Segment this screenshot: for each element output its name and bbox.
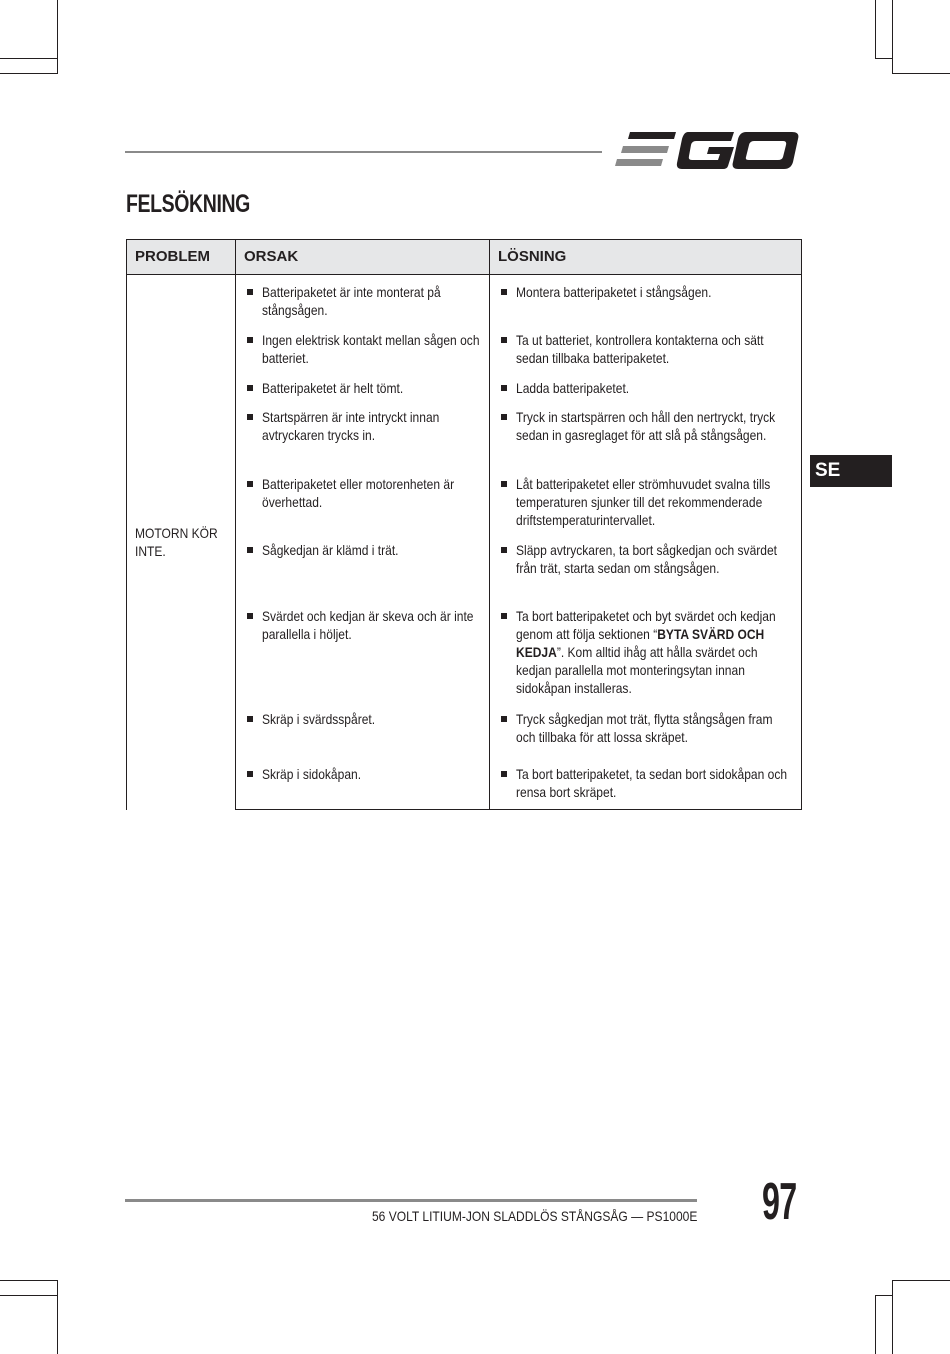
cause-cell (236, 331, 490, 379)
list-item (244, 283, 481, 319)
bullet-icon (247, 289, 253, 295)
section-reference: BYTA SVÄRD OCH KEDJA (516, 626, 765, 660)
crop-mark (892, 1280, 893, 1354)
bullet-icon (247, 337, 253, 343)
bullet-icon (247, 414, 253, 420)
cause-text: Batteripaketet eller motorenheten är överhettad. (262, 476, 455, 510)
problem-text: MOTORN KÖR INTE. (135, 525, 218, 560)
crop-mark (875, 1295, 876, 1354)
list-item (498, 710, 793, 746)
solution-text: Släpp avtryckaren, ta bort sågkedjan och svärdet från trät, starta sedan om stångsågen. (516, 542, 778, 576)
cause-cell (236, 475, 490, 541)
list-item (244, 710, 481, 728)
bullet-icon (501, 716, 507, 722)
solution-text: Ta bort batteripaketet, ta sedan bort sidokåpan och rensa bort skräpet. (516, 766, 788, 800)
list-item (498, 765, 793, 801)
solution-text: Ta ut batteriet, kontrollera kontakterna och sätt sedan tillbaka batteripaketet. (516, 332, 764, 366)
list-item (498, 379, 793, 397)
cause-text: Svärdet och kedjan är skeva och är inte parallella i höljet. (262, 608, 474, 642)
bullet-icon (247, 547, 253, 553)
cause-text: Ingen elektrisk kontakt mellan sågen och batteriet. (262, 332, 480, 366)
cause-cell (236, 275, 490, 332)
cause-text: Sågkedjan är klämd i trät. (262, 542, 399, 558)
list-item (244, 331, 481, 367)
bullet-icon (247, 481, 253, 487)
crop-mark (0, 73, 57, 74)
bullet-icon (501, 337, 507, 343)
solution-cell (490, 607, 802, 710)
list-item (244, 541, 481, 559)
solution-cell (490, 408, 802, 475)
column-header-cause: ORSAK (236, 240, 490, 275)
bullet-icon (501, 613, 507, 619)
problem-cell (127, 275, 236, 810)
cause-cell (236, 607, 490, 710)
bullet-icon (501, 385, 507, 391)
cause-text: Skräp i svärdsspåret. (262, 711, 376, 727)
cause-cell (236, 710, 490, 765)
solution-text: Ladda batteripaketet. (516, 380, 630, 396)
table-header-row (127, 240, 802, 275)
solution-text-start: Ta bort batteripaketet och byt svärdet och kedjan genom att följa sektionen “ (516, 608, 776, 642)
list-item (244, 607, 481, 643)
ego-logo (614, 126, 804, 176)
list-item (498, 331, 793, 367)
bullet-icon (247, 716, 253, 722)
crop-mark (875, 58, 892, 59)
list-item (244, 475, 481, 511)
crop-mark (892, 73, 950, 74)
cause-cell (236, 541, 490, 607)
bullet-icon (501, 414, 507, 420)
solution-cell (490, 379, 802, 408)
solution-text: Montera batteripaketet i stångsågen. (516, 284, 712, 300)
bullet-icon (501, 547, 507, 553)
list-item (498, 607, 793, 697)
bullet-icon (501, 289, 507, 295)
crop-mark (875, 0, 876, 58)
list-item (244, 408, 481, 444)
solution-text: Tryck in startspärren och håll den nertryckt, tryck sedan in gasreglaget för att slå på stångsågen. (516, 409, 776, 443)
solution-cell (490, 331, 802, 379)
list-item (498, 475, 793, 529)
solution-text: Låt batteripaketet eller strömhuvudet svalna tills temperaturen sjunker till det rekommenderade driftstemperaturintervallet. (516, 476, 771, 528)
column-header-problem: PROBLEM (127, 240, 236, 275)
crop-mark (892, 0, 893, 74)
solution-text-end: ”. Kom alltid ihåg att hålla svärdet och kedjan parallella mot monteringsytan innan sidokåpan installeras. (516, 644, 758, 696)
cause-cell (236, 765, 490, 810)
table-row (127, 275, 802, 332)
page-title: FELSÖKNING (126, 190, 250, 218)
solution-cell (490, 275, 802, 332)
cause-cell (236, 408, 490, 475)
footer-product-name: 56 VOLT LITIUM-JON SLADDLÖS STÅNGSÅG — PS1000E (371, 1208, 697, 1224)
crop-mark (57, 0, 58, 74)
solution-cell (490, 475, 802, 541)
list-item (244, 765, 481, 783)
crop-mark (875, 1295, 892, 1296)
bullet-icon (501, 771, 507, 777)
page-number: 97 (762, 1173, 797, 1231)
bullet-icon (247, 771, 253, 777)
solution-cell (490, 765, 802, 810)
solution-cell (490, 541, 802, 607)
crop-mark (0, 58, 57, 59)
cause-text: Batteripaketet är inte monterat på stångsågen. (262, 284, 441, 318)
language-tab: SE (810, 455, 892, 487)
list-item (498, 408, 793, 444)
list-item (244, 379, 481, 397)
footer-rule (125, 1199, 697, 1202)
solution-text (516, 607, 792, 697)
solution-cell (490, 710, 802, 765)
column-header-solution: LÖSNING (490, 240, 802, 275)
bullet-icon (501, 481, 507, 487)
troubleshooting-table (126, 239, 802, 810)
crop-mark (892, 1280, 950, 1281)
cause-cell (236, 379, 490, 408)
bullet-icon (247, 613, 253, 619)
bullet-icon (247, 385, 253, 391)
cause-text: Startspärren är inte intryckt innan avtryckaren trycks in. (262, 409, 440, 443)
list-item (498, 283, 793, 301)
list-item (498, 541, 793, 577)
header-rule (125, 151, 602, 153)
crop-mark (0, 1295, 57, 1296)
crop-mark (0, 1280, 57, 1281)
cause-text: Skräp i sidokåpan. (262, 766, 362, 782)
solution-text: Tryck sågkedjan mot trät, flytta stångsågen fram och tillbaka för att lossa skräpet. (516, 711, 773, 745)
crop-mark (57, 1280, 58, 1354)
cause-text: Batteripaketet är helt tömt. (262, 380, 404, 396)
